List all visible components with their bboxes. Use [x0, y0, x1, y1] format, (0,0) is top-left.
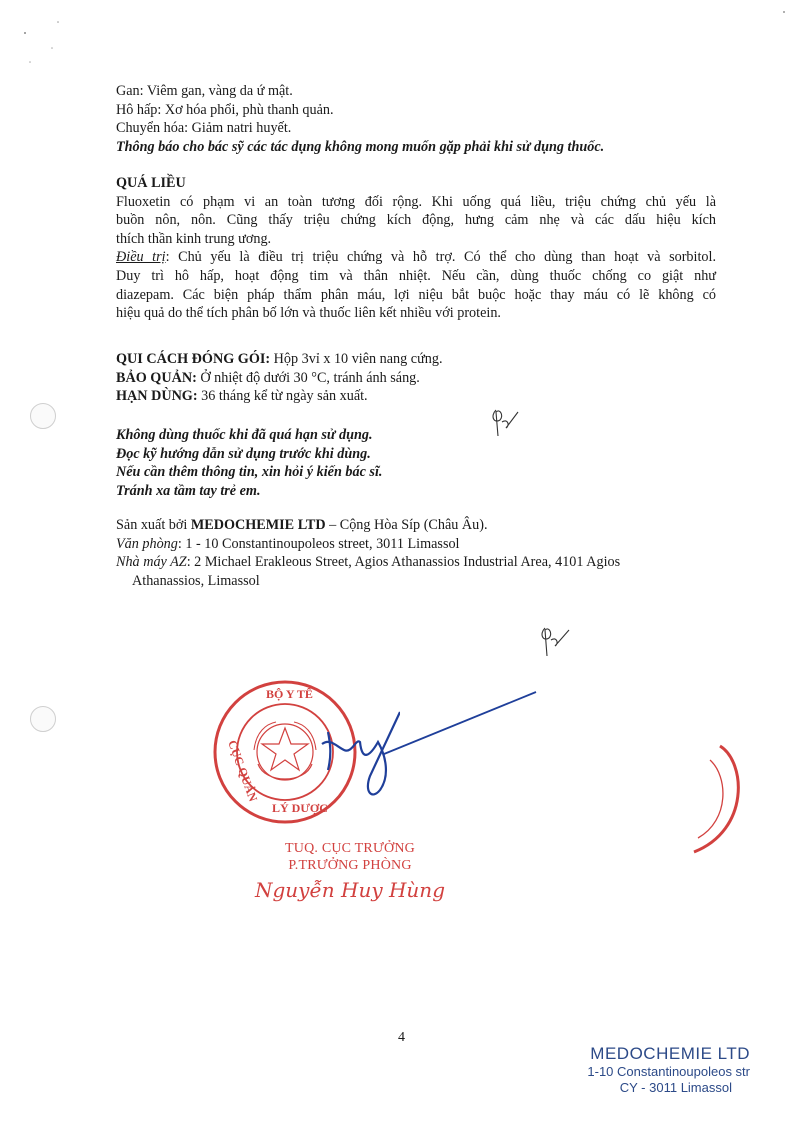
storage-value: Ở nhiệt độ dưới 30 °C, tránh ánh sáng.	[196, 369, 420, 386]
warnings-section	[116, 426, 716, 500]
treatment-first-text: : Chủ yếu là điều trị triệu chứng và hỗ trợ. Có thể cho dùng than hoạt và sorbitol.	[165, 249, 716, 266]
adverse-notice: Thông báo cho bác sỹ các tác dụng không mong muốn gặp phải khi sử dụng thuốc.	[116, 138, 605, 155]
signatory-name: Nguyễn Huy Hùng	[254, 878, 445, 902]
manufacturer-suffix: – Cộng Hòa Síp (Châu Âu).	[325, 517, 488, 533]
company-stamp-name: MEDOCHEMIE LTD	[590, 1044, 750, 1063]
warning-children: Tránh xa tầm tay trẻ em.	[116, 482, 261, 499]
storage-line	[116, 369, 716, 388]
manufacturer-prefix: Sản xuất bởi	[116, 517, 191, 533]
manufacturer-line	[116, 516, 716, 535]
overdose-treatment-first	[116, 248, 716, 267]
partial-red-stamp	[690, 740, 800, 860]
factory-line	[116, 553, 716, 572]
packaging-line	[116, 350, 716, 369]
overdose-line-3: thích thần kinh trung ương.	[116, 230, 272, 247]
warning-ask-doctor: Nếu cần thêm thông tin, xin hỏi ý kiến bác sĩ.	[116, 464, 383, 481]
punch-hole-top	[30, 403, 56, 429]
factory-value: : 2 Michael Erakleous Street, Agios Athanassios Industrial Area, 4101 Agios	[186, 554, 621, 571]
office-line	[116, 535, 716, 554]
punch-hole-bottom	[30, 706, 56, 732]
treatment-label: Điều trị	[116, 249, 166, 266]
pack-value: Hộp 3vỉ x 10 viên nang cứng.	[270, 351, 443, 367]
storage-label: BẢO QUẢN:	[116, 369, 197, 386]
warning-expired: Không dùng thuốc khi đã quá hạn sử dụng.	[116, 427, 373, 443]
signature-title-1: TUQ. CỤC TRƯỞNG	[285, 841, 415, 856]
pack-label: QUI CÁCH ĐÓNG GÓI:	[116, 351, 271, 367]
stamp-bottom-text: LÝ DƯỢC	[272, 801, 328, 815]
company-stamp-address-1: 1-10 Constantinoupoleos str	[587, 1064, 750, 1079]
expiry-line	[116, 387, 716, 406]
page-number: 4	[398, 1030, 405, 1045]
overdose-line-1: Fluoxetin có phạm vi an toàn tương đối rộng. Khi uống quá liều, triệu chứng chủ yếu là	[116, 193, 716, 210]
overdose-line-2: buồn nôn, nôn. Cũng thấy triệu chứng kích động, hưng cảm nhẹ và các dấu hiệu kích	[116, 212, 716, 229]
warning-read: Đọc kỹ hướng dẫn sử dụng trước khi dùng.	[116, 445, 371, 462]
overdose-treatment-line-3: hiệu quả do thể tích phân bố lớn và thuốc liên kết nhiều với protein.	[116, 305, 501, 322]
expiry-label: HẠN DÙNG:	[116, 388, 198, 405]
overdose-section	[116, 174, 716, 323]
company-stamp-address-2: CY - 3011 Limassol	[619, 1080, 732, 1095]
overdose-treatment-line-1: Duy trì hô hấp, hoạt động tim và thân nhiệt. Nếu cần, dùng thuốc chống co giật như	[116, 267, 716, 284]
overdose-treatment-line-2: diazepam. Các biện pháp thẩm phân máu, lợi niệu bắt buộc hoặc thay máu có lẽ không có	[116, 286, 716, 303]
factory-label: Nhà máy AZ	[116, 554, 187, 571]
office-value: : 1 - 10 Constantinoupoleos street, 3011 Limassol	[177, 535, 460, 552]
signature-title-2: P.TRƯỞNG PHÒNG	[288, 858, 412, 873]
adverse-metabolism: Chuyển hóa: Giảm natri huyết.	[116, 120, 292, 137]
signature-stroke	[380, 688, 540, 758]
packaging-section	[116, 350, 716, 406]
initials-mark-2	[535, 618, 579, 662]
overdose-heading: QUÁ LIỀU	[116, 175, 186, 191]
adverse-respiratory: Hô hấp: Xơ hóa phổi, phù thanh quản.	[116, 101, 334, 118]
manufacturer-section	[116, 516, 716, 590]
company-stamp	[560, 1044, 750, 1096]
expiry-value: 36 tháng kể từ ngày sản xuất.	[197, 388, 368, 405]
stamp-top-text: BỘ Y TẾ	[266, 687, 313, 701]
office-label: Văn phòng	[116, 535, 178, 552]
factory-line-2: Athanassios, Limassol	[132, 572, 260, 589]
adverse-effects-section	[116, 82, 716, 156]
official-red-stamp	[210, 672, 400, 832]
adverse-liver: Gan: Viêm gan, vàng da ứ mật.	[116, 83, 293, 99]
signature-block	[240, 840, 460, 902]
manufacturer-name: MEDOCHEMIE LTD	[190, 517, 326, 533]
stamp-left-text: CỤC QUẢN	[225, 738, 261, 804]
